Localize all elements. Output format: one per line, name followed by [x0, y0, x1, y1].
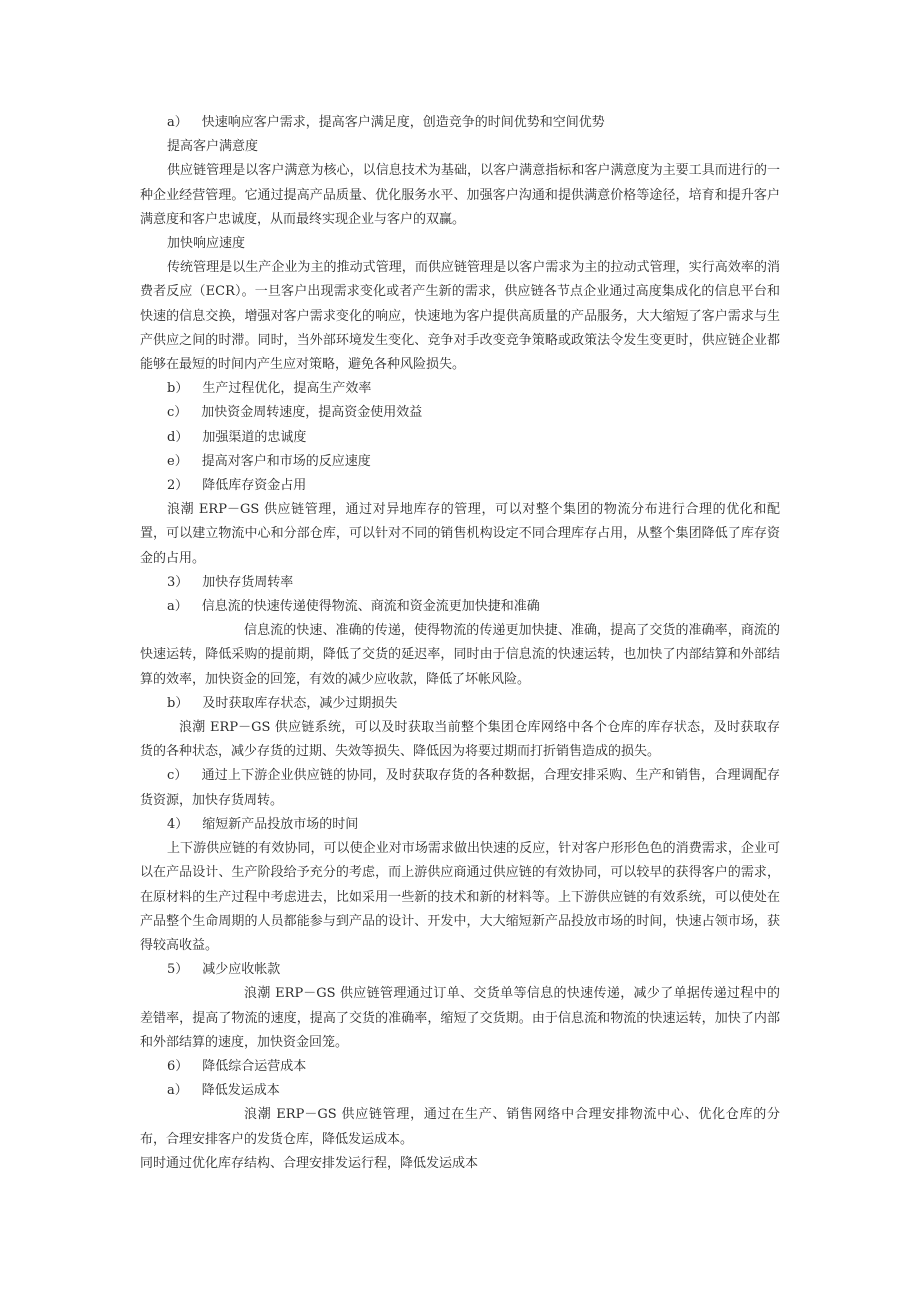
paragraph — [140, 1079, 780, 1103]
paragraph-text: 快速响应客户需求，提高客户满足度，创造竞争的时间优势和空间优势 — [201, 115, 605, 130]
paragraph-text: 信息流的快速、准确的传递，使得物流的传递更加快捷、准确，提高了交货的准确率，商流的快速运转，降低采购的提前期，降低了交货的延迟率，同时由于信息流的快速运转，也加快了内部结算和外部结算的效率，加快资金的回笼，有效的减少应收款，降低了坏帐风险。 — [140, 623, 780, 687]
paragraph-text: 上下游供应链的有效协同，可以使企业对市场需求做出快速的反应，针对客户形形色色的消费需求，企业可以在产品设计、生产阶段给予充分的考虑，而上游供应商通过供应链的有效协同，可以较早的获得客户的需求，在原材料的生产过程中考虑进去，比如采用一些新的技术和新的材料等。上下游供应链的有效系统，可以使处在产品整个生命周期的人员都能参与到产品的设计、开发中，大大缩短新产品投放市场的时间，快速占领市场，获得较高收益。 — [140, 841, 780, 953]
list-label: 6） — [167, 1058, 189, 1074]
paragraph-text: 降低综合运营成本 — [202, 1058, 307, 1074]
paragraph — [140, 982, 780, 1055]
list-label: b） — [167, 695, 189, 711]
paragraph-text: 信息流的快速传递使得物流、商流和资金流更加快捷和准确 — [201, 599, 540, 615]
paragraph-text: 加快存货周转率 — [202, 574, 294, 590]
paragraph — [140, 232, 780, 256]
paragraph — [140, 837, 780, 958]
paragraph — [140, 426, 780, 450]
paragraph-text: 同时通过优化库存结构、合理安排发运行程，降低发运成本 — [140, 1155, 479, 1171]
list-label: 5） — [167, 962, 189, 978]
paragraph-text: 浪潮 ERP－GS 供应链管理通过订单、交货单等信息的快速传递，减少了单据传递过程中的差错率，提高了物流的速度，提高了交货的准确率，缩短了交货期。由于信息流和物流的快速运转，加快了内部和外部结算的速度，加快资金回笼。 — [140, 986, 780, 1050]
paragraph — [140, 716, 780, 764]
paragraph — [140, 571, 780, 595]
paragraph — [140, 498, 780, 571]
list-label: 2） — [167, 478, 189, 494]
paragraph-text: 浪潮 ERP－GS 供应链管理，通过对异地库存的管理，可以对整个集团的物流分布进行合理的优化和配置，可以建立物流中心和分部仓库，可以针对不同的销售机构设定不同合理库存占用，从整个集团降低了库存资金的占用。 — [140, 502, 780, 566]
document-page — [140, 111, 780, 1176]
paragraph — [140, 135, 780, 159]
list-label: 4） — [167, 816, 189, 832]
paragraph — [140, 1103, 780, 1151]
paragraph-text: 提高客户满意度 — [167, 139, 259, 155]
paragraph-text: 浪潮 ERP－GS 供应链系统，可以及时获取当前整个集团仓库网络中各个仓库的库存状态，及时获取存货的各种状态，减少存货的过期、失效等损失、降低因为将要过期而打折销售造成的损失。 — [140, 720, 780, 760]
list-label: a） — [167, 115, 188, 130]
paragraph-text: 通过上下游企业供应链的协同，及时获取存货的各种数据，合理安排采购、生产和销售，合理调配存货资源，加快存货周转。 — [140, 768, 780, 808]
paragraph-text: 加快响应速度 — [167, 236, 246, 252]
paragraph — [140, 813, 780, 837]
paragraph — [140, 1055, 780, 1079]
paragraph — [140, 595, 780, 619]
paragraph-text: 降低库存资金占用 — [202, 478, 307, 494]
paragraph-text: 生产过程优化，提高生产效率 — [202, 381, 372, 397]
paragraph-text: 浪潮 ERP－GS 供应链管理，通过在生产、销售网络中合理安排物流中心、优化仓库的分布，合理安排客户的发货仓库，降低发运成本。 — [140, 1107, 780, 1147]
paragraph — [140, 159, 780, 232]
paragraph-text: 缩短新产品投放市场的时间 — [202, 816, 359, 832]
paragraph — [140, 619, 780, 692]
list-label: a） — [167, 1083, 188, 1099]
list-label: d） — [167, 429, 189, 445]
paragraph — [140, 256, 780, 377]
list-label: c） — [167, 768, 188, 784]
paragraph-text: 加强渠道的忠诚度 — [202, 429, 307, 445]
paragraph — [140, 764, 780, 812]
paragraph — [140, 958, 780, 982]
paragraph-text: 减少应收帐款 — [202, 962, 281, 978]
paragraph — [140, 474, 780, 498]
paragraph-text: 加快资金周转速度，提高资金使用效益 — [201, 405, 423, 421]
paragraph-text: 降低发运成本 — [201, 1083, 280, 1099]
paragraph — [140, 377, 780, 401]
paragraph-text: 供应链管理是以客户满意为核心，以信息技术为基础，以客户满意指标和客户满意度为主要工具而进行的一种企业经营管理。它通过提高产品质量、优化服务水平、加强客户沟通和提供满意价格等途径，培育和提升客户满意度和客户忠诚度，从而最终实现企业与客户的双赢。 — [140, 163, 780, 227]
paragraph-text: 及时获取库存状态，减少过期损失 — [202, 695, 398, 711]
paragraph — [140, 111, 780, 135]
list-label: b） — [167, 381, 189, 397]
paragraph — [140, 692, 780, 716]
paragraph — [140, 1152, 780, 1176]
paragraph — [140, 401, 780, 425]
paragraph — [140, 450, 780, 474]
list-label: c） — [167, 405, 188, 421]
list-label: 3） — [167, 574, 189, 590]
paragraph-text: 传统管理是以生产企业为主的推动式管理，而供应链管理是以客户需求为主的拉动式管理，实行高效率的消费者反应（ECR）。一旦客户出现需求变化或者产生新的需求，供应链各节点企业通过高度集成化的信息平台和快速的信息交换，增强对客户需求变化的响应，快速地为客户提供高质量的产品服务，大大缩短了客户需求与生产供应之间的时滞。同时，当外部环境发生变化、竞争对手改变竞争策略或政策法令发生变更时，供应链企业都能够在最短的时间内产生应对策略，避免各种风险损失。 — [140, 260, 780, 373]
list-label: e） — [167, 453, 188, 469]
paragraph-text: 提高对客户和市场的反应速度 — [201, 453, 371, 469]
list-label: a） — [167, 599, 188, 615]
